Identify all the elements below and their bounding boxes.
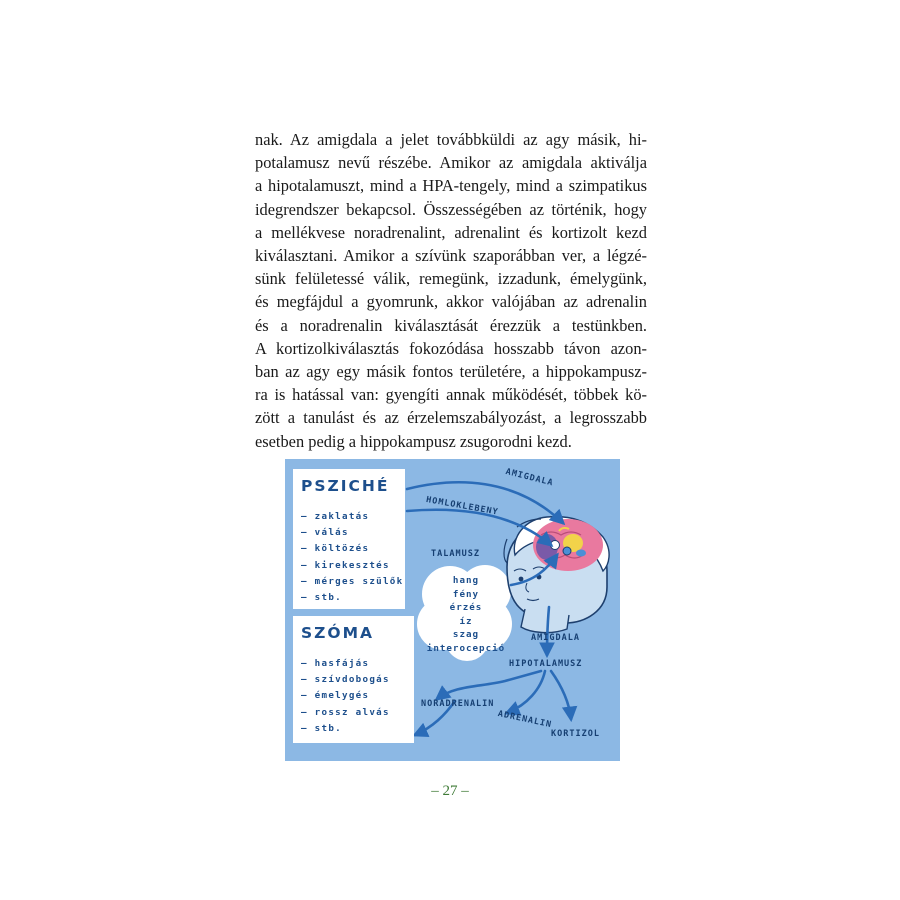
list-item: – émelygés: [301, 690, 370, 702]
label-amigdala-top: AMIGDALA: [504, 467, 555, 489]
text-line: kiválasztani. Amikor a szívünk szaporábban ver, a légzé-: [255, 246, 647, 266]
text-line: ra is hatással van: gyengíti annak működését, többek kö-: [255, 385, 647, 405]
list-item: – kirekesztés: [301, 559, 390, 571]
text-line: és megfájdul a gyomrunk, akkor valójában az adrenalin: [255, 292, 647, 312]
list-item: – hasfájás: [301, 658, 370, 669]
sense-item: hang: [452, 575, 480, 586]
label-adrenalin: ADRENALIN: [496, 709, 553, 731]
psziche-title: PSZICHÉ: [301, 477, 390, 495]
text-line: ban az agy egy másik fontos területére, a hippokampusz-: [255, 362, 647, 382]
szoma-title: SZÓMA: [301, 624, 374, 642]
label-noradrenalin: NORADRENALIN: [421, 699, 495, 709]
body-text: [255, 128, 647, 453]
text-line: sünk felületessé válik, remegünk, izzadunk, émelygünk,: [255, 269, 647, 289]
label-kortizol: KORTIZOL: [551, 729, 600, 739]
sense-item: íz: [459, 615, 473, 627]
list-item: – stb.: [301, 722, 342, 734]
list-item: – zaklatás: [301, 511, 370, 522]
sense-item: fény: [452, 588, 480, 600]
brain-drawing: [533, 519, 603, 571]
psziche-list: [301, 509, 403, 606]
psziche-box: [293, 469, 405, 609]
text-line: a hipotalamuszt, mind a HPA-tengely, mind a szimpatikus: [255, 176, 647, 196]
list-item: – rossz alvás: [301, 706, 390, 718]
label-amigdala-bottom: AMIGDALA: [531, 633, 580, 643]
page-number: – 27 –: [431, 783, 469, 799]
text-line: zött a tanulást és az érzelemszabályozást, a legrosszabb: [255, 408, 647, 428]
sense-item: érzés: [449, 602, 483, 614]
szoma-list: [301, 656, 390, 737]
text-line: és a noradrenalin kiválasztását érezzük a testünkben.: [255, 315, 647, 335]
list-item: – költözés: [301, 543, 370, 555]
list-item: – válás: [301, 527, 349, 539]
label-talamusz: TALAMUSZ: [431, 549, 480, 559]
sense-item: interocepció: [426, 642, 506, 654]
label-homloklebeny: HOMLOKLEBENY: [425, 495, 500, 518]
list-item: – stb.: [301, 591, 342, 603]
text-line: potalamusz nevű részébe. Amikor az amigdala aktiválja: [255, 153, 647, 173]
text-line: A kortizolkiválasztás fokozódása hosszabb távon azon-: [255, 338, 647, 358]
sense-item: szag: [452, 629, 480, 641]
list-item: – szívdobogás: [301, 674, 390, 686]
label-hipotalamusz: HIPOTALAMUSZ: [509, 659, 583, 669]
szoma-box: [293, 616, 414, 743]
senses-list: [418, 574, 514, 656]
list-item: – mérges szülők: [301, 575, 404, 587]
text-line: a mellékvese noradrenalint, adrenalint és kortizolt kezd: [255, 222, 647, 242]
senses-cloud: [418, 562, 514, 654]
text-line: idegrendszer bekapcsol. Összességében az történik, hogy: [255, 199, 647, 219]
text-line: esetben pedig a hippokampusz zsugorodni kezd.: [255, 431, 572, 451]
stress-illustration: [285, 459, 620, 761]
text-line: nak. Az amigdala a jelet továbbküldi az agy másik, hi-: [255, 130, 647, 149]
